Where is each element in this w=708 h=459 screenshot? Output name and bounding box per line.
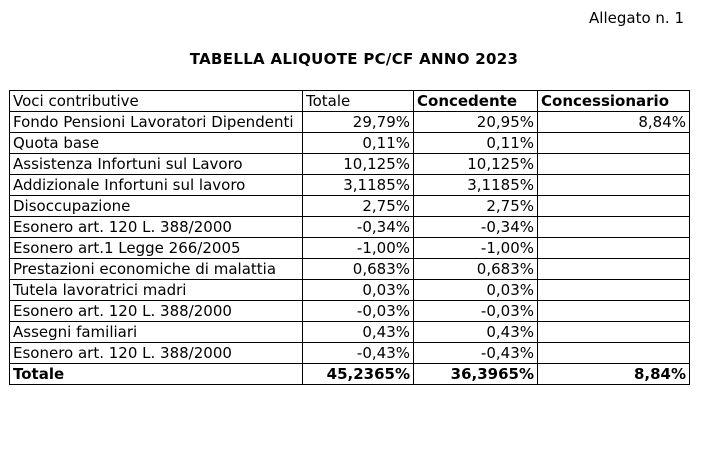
table-row [10,343,690,364]
row-totale: 0,43% [303,322,414,343]
row-label: Addizionale Infortuni sul lavoro [10,175,303,196]
row-totale: 0,683% [303,259,414,280]
rates-table [9,90,690,385]
row-label: Esonero art. 120 L. 388/2000 [10,343,303,364]
total-concessionario: 8,84% [538,364,690,385]
table-header-row [10,91,690,112]
row-concessionario [538,238,690,259]
row-concessionario: 8,84% [538,112,690,133]
row-concedente: 3,1185% [414,175,538,196]
row-concessionario [538,196,690,217]
column-header-totale: Totale [303,91,414,112]
column-header-voci: Voci contributive [10,91,303,112]
row-concessionario [538,175,690,196]
table-row [10,112,690,133]
row-label: Fondo Pensioni Lavoratori Dipendenti [10,112,303,133]
row-label: Esonero art. 120 L. 388/2000 [10,217,303,238]
table-row [10,301,690,322]
table-row [10,217,690,238]
row-concedente: 20,95% [414,112,538,133]
row-totale: 2,75% [303,196,414,217]
row-concessionario [538,217,690,238]
row-concedente: -0,34% [414,217,538,238]
column-header-concedente: Concedente [414,91,538,112]
total-totale: 45,2365% [303,364,414,385]
total-label: Totale [10,364,303,385]
total-row [10,364,690,385]
row-concessionario [538,154,690,175]
row-totale: -0,34% [303,217,414,238]
row-concedente: 0,03% [414,280,538,301]
row-label: Assegni familiari [10,322,303,343]
row-concessionario [538,133,690,154]
row-concessionario [538,280,690,301]
row-totale: -1,00% [303,238,414,259]
row-totale: -0,43% [303,343,414,364]
row-label: Tutela lavoratrici madri [10,280,303,301]
row-label: Prestazioni economiche di malattia [10,259,303,280]
attachment-label: Allegato n. 1 [589,9,684,27]
table-row [10,322,690,343]
table-row [10,196,690,217]
row-totale: 3,1185% [303,175,414,196]
document-title: TABELLA ALIQUOTE PC/CF ANNO 2023 [189,50,519,68]
table-row [10,154,690,175]
row-concedente: -1,00% [414,238,538,259]
row-concedente: -0,43% [414,343,538,364]
row-label: Assistenza Infortuni sul Lavoro [10,154,303,175]
row-totale: 29,79% [303,112,414,133]
row-totale: 10,125% [303,154,414,175]
row-totale: -0,03% [303,301,414,322]
row-label: Esonero art. 120 L. 388/2000 [10,301,303,322]
row-label: Disoccupazione [10,196,303,217]
row-concessionario [538,259,690,280]
row-label: Esonero art.1 Legge 266/2005 [10,238,303,259]
row-concessionario [538,301,690,322]
table-row [10,259,690,280]
row-concedente: 0,11% [414,133,538,154]
row-concedente: 2,75% [414,196,538,217]
row-concessionario [538,343,690,364]
table-row [10,238,690,259]
table-row [10,280,690,301]
row-concedente: 0,43% [414,322,538,343]
column-header-concessionario: Concessionario [538,91,690,112]
row-concedente: -0,03% [414,301,538,322]
table-row [10,133,690,154]
row-concedente: 0,683% [414,259,538,280]
row-label: Quota base [10,133,303,154]
total-concedente: 36,3965% [414,364,538,385]
table-row [10,175,690,196]
row-totale: 0,11% [303,133,414,154]
row-concedente: 10,125% [414,154,538,175]
row-concessionario [538,322,690,343]
row-totale: 0,03% [303,280,414,301]
